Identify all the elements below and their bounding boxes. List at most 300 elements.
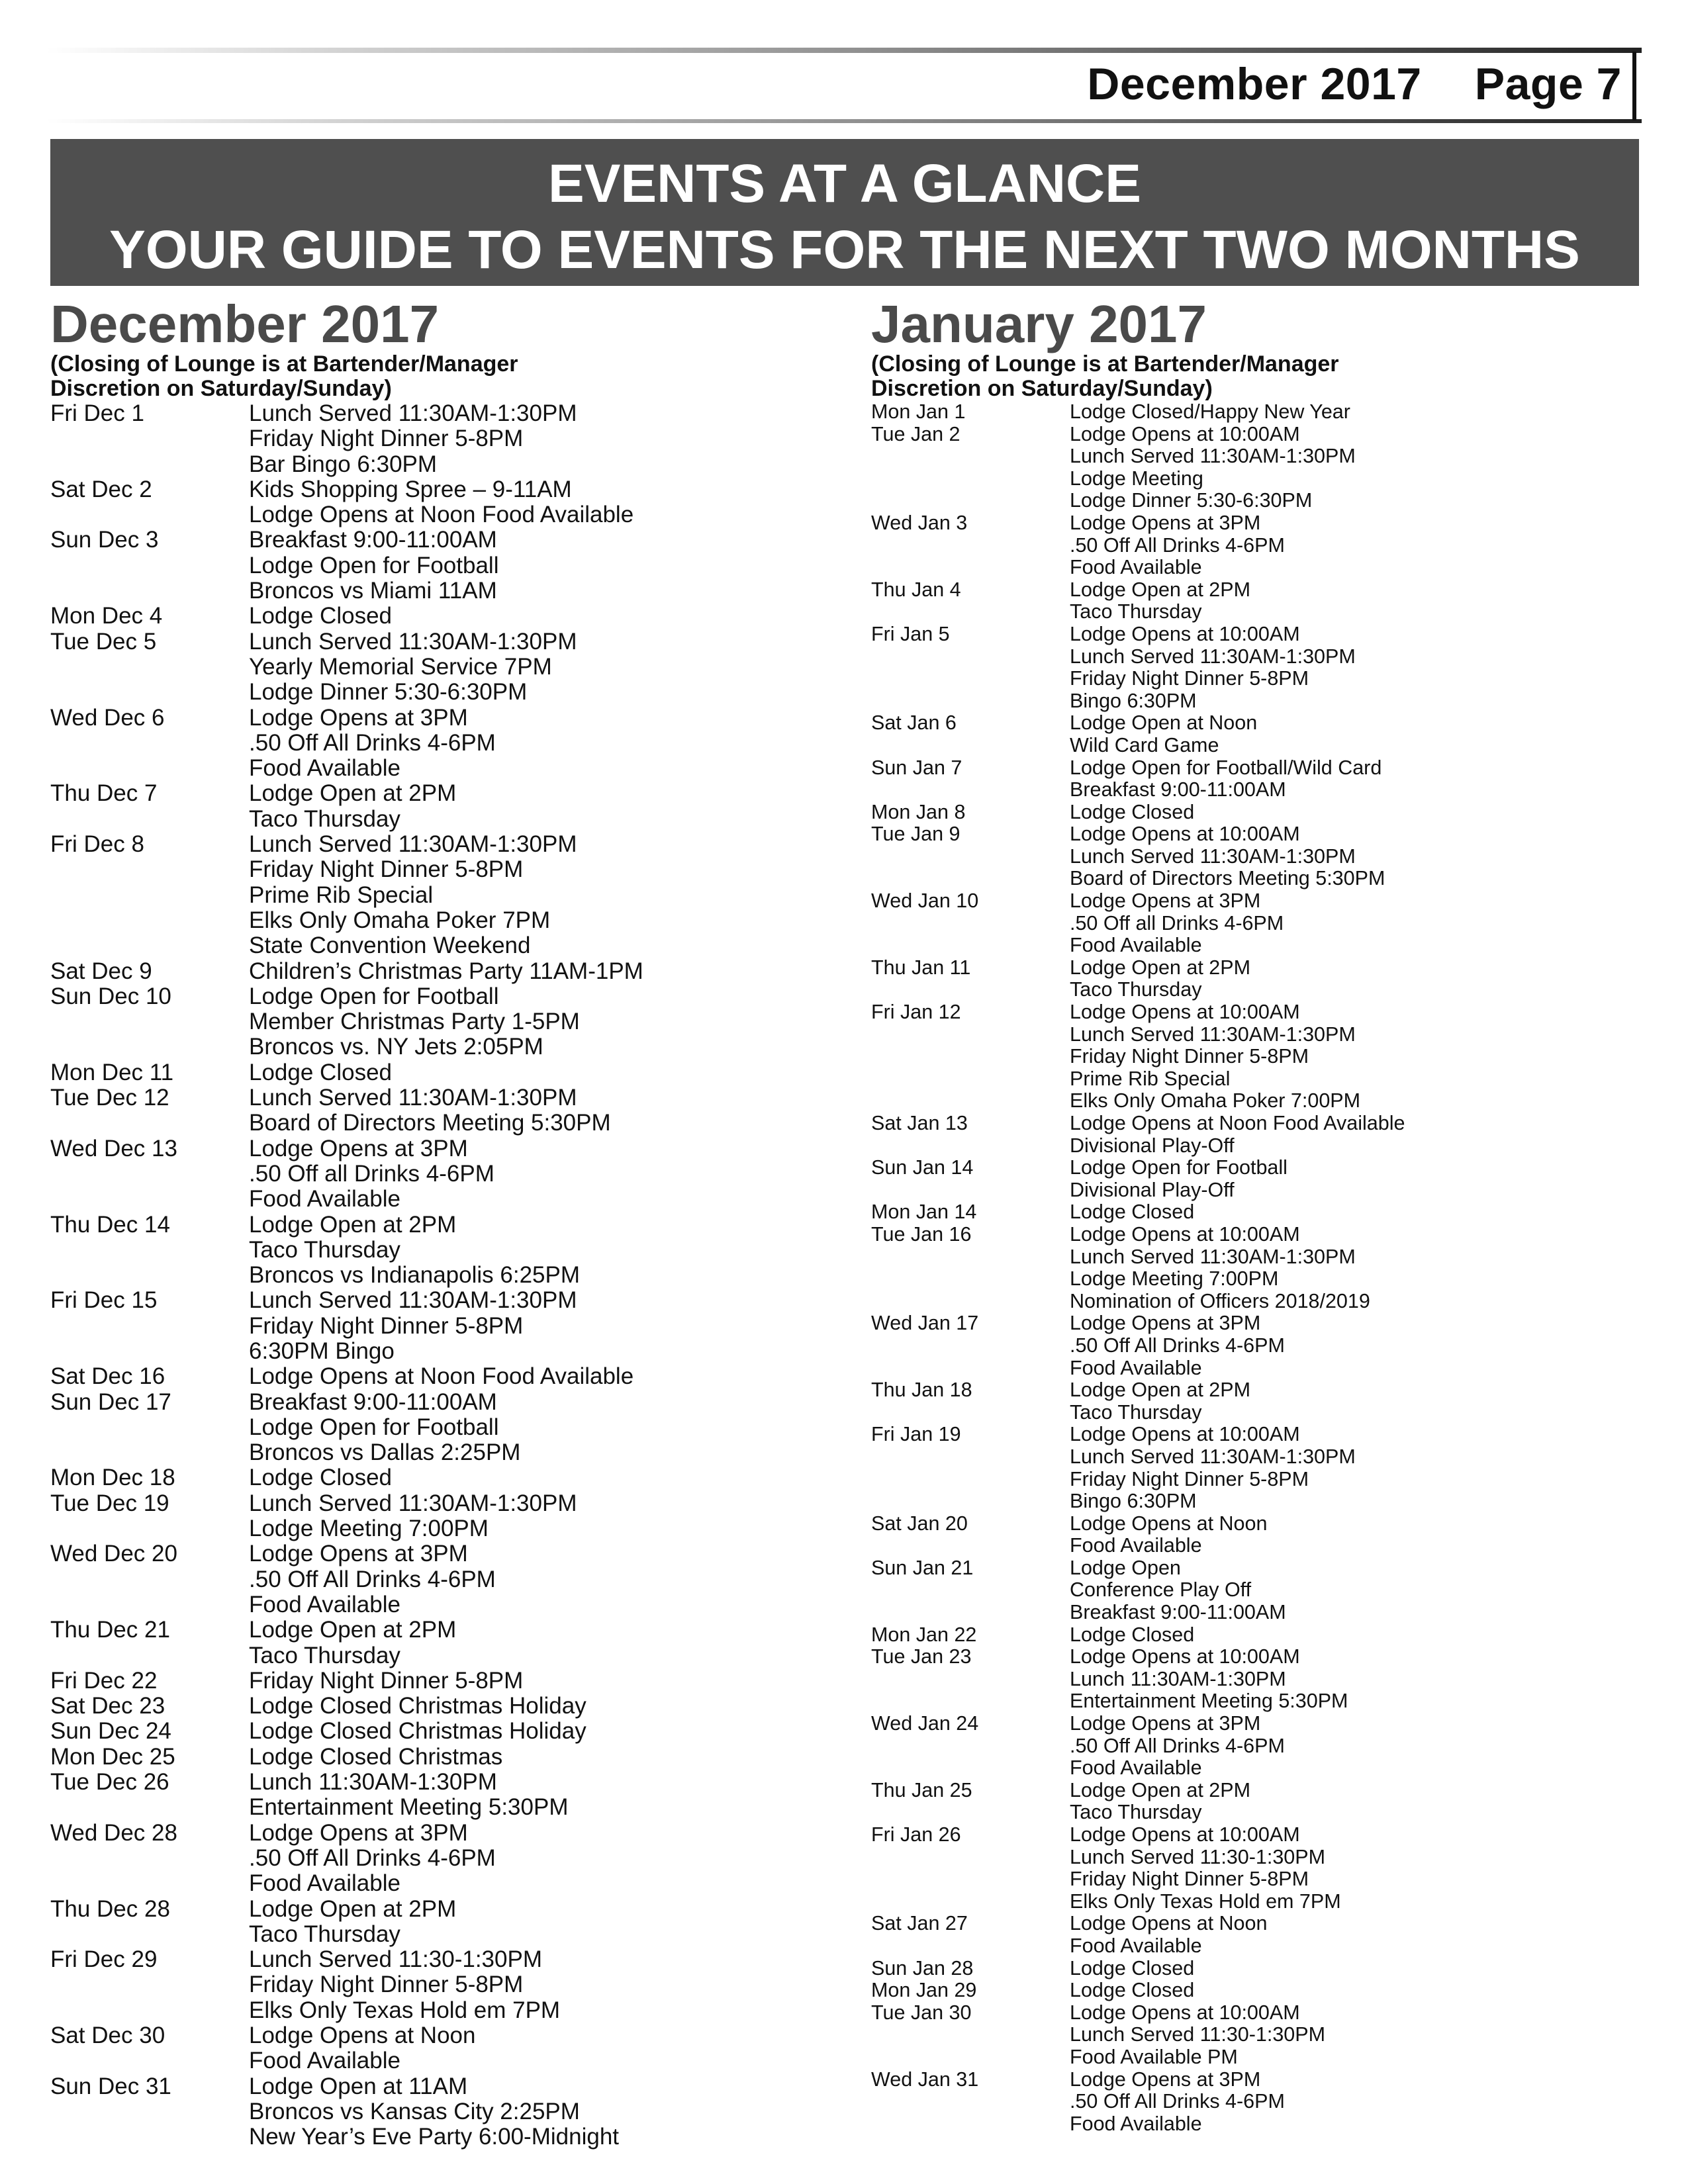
event-item: Broncos vs. NY Jets 2:05PM bbox=[249, 1034, 543, 1060]
event-day-row bbox=[50, 959, 831, 984]
event-day-row bbox=[50, 2074, 831, 2150]
event-list bbox=[1070, 823, 1385, 890]
issue-date: December 2017 bbox=[1087, 59, 1422, 109]
event-date: Thu Dec 21 bbox=[50, 1617, 170, 1643]
event-item: Lodge Meeting bbox=[1070, 467, 1203, 490]
event-date: Mon Dec 4 bbox=[50, 603, 163, 629]
event-date: Thu Jan 18 bbox=[871, 1379, 972, 1402]
event-item: Breakfast 9:00-11:00AM bbox=[249, 527, 497, 553]
event-item: Food Available bbox=[249, 1591, 400, 1617]
event-item: Breakfast 9:00-11:00AM bbox=[1070, 778, 1286, 801]
event-list bbox=[1070, 1979, 1194, 2002]
event-list bbox=[249, 604, 392, 629]
event-list bbox=[1070, 1201, 1194, 1224]
event-item: Lodge Closed bbox=[1070, 1201, 1195, 1224]
event-date: Sat Jan 20 bbox=[871, 1512, 968, 1535]
event-list bbox=[1070, 401, 1350, 424]
event-item: Lodge Closed bbox=[1070, 800, 1195, 823]
event-item: Broncos vs Dallas 2:25PM bbox=[249, 1439, 521, 1466]
event-list bbox=[249, 1694, 586, 1719]
event-day-row bbox=[50, 1770, 831, 1821]
event-item: Food Available bbox=[1070, 1934, 1202, 1957]
event-date: Mon Jan 22 bbox=[871, 1623, 977, 1646]
event-day-row bbox=[871, 1001, 1652, 1113]
event-list bbox=[1070, 424, 1356, 512]
event-day-row bbox=[871, 1646, 1652, 1713]
event-date: Fri Dec 22 bbox=[50, 1667, 158, 1694]
event-list bbox=[249, 959, 643, 984]
event-item: Lodge Opens at Noon bbox=[249, 2023, 476, 2048]
event-item: Lodge Closed bbox=[1070, 1623, 1195, 1646]
event-list bbox=[1070, 1713, 1285, 1780]
event-item: .50 Off All Drinks 4-6PM bbox=[1070, 533, 1285, 557]
event-date: Tue Jan 2 bbox=[871, 422, 961, 445]
event-item: Taco Thursday bbox=[249, 1921, 400, 1947]
event-date: Sun Jan 7 bbox=[871, 756, 962, 779]
event-list bbox=[1070, 1224, 1370, 1312]
event-list bbox=[249, 1390, 520, 1466]
event-date: Mon Jan 1 bbox=[871, 400, 966, 423]
event-item: Lodge Opens at 3PM bbox=[1070, 1312, 1261, 1335]
event-list bbox=[249, 1212, 580, 1289]
event-item: Lodge Opens at Noon Food Available bbox=[249, 1363, 634, 1390]
event-item: Taco Thursday bbox=[1070, 1400, 1202, 1424]
event-item: Entertainment Meeting 5:30PM bbox=[249, 1794, 569, 1821]
event-item: .50 Off All Drinks 4-6PM bbox=[249, 729, 496, 756]
event-date: Sat Dec 30 bbox=[50, 2023, 165, 2048]
event-item: Prime Rib Special bbox=[1070, 1067, 1231, 1090]
event-item: Bingo 6:30PM bbox=[1070, 1490, 1197, 1513]
event-date: Sun Jan 14 bbox=[871, 1156, 974, 1179]
event-item: .50 Off all Drinks 4-6PM bbox=[249, 1160, 494, 1187]
event-list bbox=[1070, 2002, 1325, 2069]
event-list bbox=[1070, 757, 1382, 801]
event-item: Lodge Opens at 10:00AM bbox=[1070, 1423, 1300, 1446]
event-list bbox=[249, 1364, 633, 1389]
event-list bbox=[1070, 623, 1356, 712]
event-item: Food Available PM bbox=[1070, 2045, 1238, 2068]
event-date: Fri Jan 19 bbox=[871, 1423, 961, 1446]
event-date: Sun Jan 28 bbox=[871, 1956, 974, 1979]
event-item: Lunch Served 11:30AM-1:30PM bbox=[1070, 1023, 1356, 1046]
event-item: Lodge Opens at 3PM bbox=[249, 704, 468, 731]
event-list bbox=[1070, 1312, 1285, 1379]
event-list bbox=[249, 527, 498, 604]
event-item: State Convention Weekend bbox=[249, 933, 531, 959]
event-item: Lodge Closed bbox=[249, 1059, 392, 1085]
event-item: Lodge Closed bbox=[1070, 1979, 1195, 2002]
event-item: Lodge Open at 2PM bbox=[1070, 1778, 1250, 1801]
events-banner bbox=[50, 139, 1639, 286]
event-item: Friday Night Dinner 5-8PM bbox=[249, 1312, 524, 1339]
event-item: Divisional Play-Off bbox=[1070, 1134, 1235, 1157]
event-date: Tue Jan 30 bbox=[871, 2001, 972, 2024]
event-day-row bbox=[50, 781, 831, 832]
event-item: Lodge Open at 2PM bbox=[1070, 1379, 1250, 1402]
event-date: Thu Jan 11 bbox=[871, 956, 971, 979]
event-list bbox=[249, 2023, 475, 2074]
event-list bbox=[1070, 1157, 1288, 1201]
event-item: Lodge Opens at 10:00AM bbox=[1070, 422, 1300, 445]
event-item: Member Christmas Party 1-5PM bbox=[249, 1009, 580, 1035]
event-date: Fri Dec 1 bbox=[50, 400, 144, 426]
event-day-row bbox=[50, 1288, 831, 1364]
event-item: Lodge Opens at 3PM bbox=[249, 1135, 468, 1161]
event-item: .50 Off All Drinks 4-6PM bbox=[1070, 1334, 1285, 1357]
event-day-row bbox=[871, 957, 1652, 1001]
event-date: Tue Dec 12 bbox=[50, 1085, 169, 1111]
event-item: Food Available bbox=[1070, 556, 1202, 579]
event-item: Lodge Open at 11AM bbox=[249, 2073, 468, 2099]
event-date: Sat Dec 16 bbox=[50, 1363, 165, 1390]
event-day-row bbox=[871, 1424, 1652, 1512]
event-day-row bbox=[871, 1624, 1652, 1647]
event-day-row bbox=[871, 1557, 1652, 1624]
event-item: Friday Night Dinner 5-8PM bbox=[1070, 1045, 1309, 1068]
event-date: Sun Dec 31 bbox=[50, 2073, 171, 2099]
event-item: Lodge Opens at Noon Food Available bbox=[249, 502, 634, 528]
event-item: Food Available bbox=[249, 1870, 400, 1897]
event-item: Lunch Served 11:30-1:30PM bbox=[1070, 2023, 1326, 2046]
event-list bbox=[249, 1770, 568, 1821]
event-item: Friday Night Dinner 5-8PM bbox=[249, 856, 524, 883]
event-date: Tue Dec 5 bbox=[50, 628, 157, 655]
january-event-list bbox=[871, 401, 1652, 2135]
event-day-row bbox=[50, 1745, 831, 1770]
event-item: Board of Directors Meeting 5:30PM bbox=[249, 1110, 611, 1136]
january-note-line2: Discretion on Saturday/Sunday) bbox=[871, 376, 1213, 401]
december-title: December 2017 bbox=[50, 295, 440, 353]
event-item: Lodge Opens at 10:00AM bbox=[1070, 823, 1300, 846]
event-date: Mon Dec 18 bbox=[50, 1465, 175, 1491]
event-item: Lunch 11:30AM-1:30PM bbox=[1070, 1667, 1286, 1690]
event-item: Lodge Opens at 3PM bbox=[1070, 511, 1261, 534]
event-item: Lodge Open at Noon bbox=[1070, 711, 1258, 735]
event-list bbox=[1070, 2069, 1285, 2136]
event-item: Lodge Meeting 7:00PM bbox=[249, 1516, 489, 1542]
event-day-row bbox=[50, 1719, 831, 1744]
event-item: Elks Only Omaha Poker 7:00PM bbox=[1070, 1089, 1361, 1113]
event-item: Lunch Served 11:30AM-1:30PM bbox=[249, 831, 577, 858]
event-item: Friday Night Dinner 5-8PM bbox=[1070, 1467, 1309, 1490]
event-day-row bbox=[871, 1513, 1652, 1557]
event-item: Lodge Meeting 7:00PM bbox=[1070, 1267, 1279, 1291]
event-item: Lodge Opens at 10:00AM bbox=[1070, 1823, 1300, 1846]
event-day-row bbox=[50, 1212, 831, 1289]
event-list bbox=[1070, 957, 1250, 1001]
event-item: Lodge Closed bbox=[249, 603, 392, 629]
event-list bbox=[1070, 1513, 1267, 1557]
december-note-line1: (Closing of Lounge is at Bartender/Manager bbox=[50, 351, 518, 377]
event-day-row bbox=[871, 1312, 1652, 1379]
event-day-row bbox=[50, 832, 831, 958]
event-day-row bbox=[50, 1617, 831, 1668]
event-day-row bbox=[50, 984, 831, 1060]
event-day-row bbox=[50, 1668, 831, 1694]
event-date: Mon Jan 29 bbox=[871, 1979, 977, 2002]
event-list bbox=[249, 1617, 456, 1668]
event-list bbox=[249, 1745, 502, 1770]
event-date: Wed Jan 24 bbox=[871, 1712, 979, 1735]
event-day-row bbox=[871, 712, 1652, 756]
event-list bbox=[1070, 712, 1257, 756]
event-day-row bbox=[50, 527, 831, 604]
event-item: Lodge Closed bbox=[249, 1465, 392, 1491]
event-list bbox=[1070, 1113, 1405, 1157]
event-day-row bbox=[871, 1201, 1652, 1224]
event-date: Thu Jan 4 bbox=[871, 578, 961, 601]
event-item: Lodge Open for Football/Wild Card bbox=[1070, 756, 1382, 779]
event-list bbox=[249, 1491, 577, 1542]
event-list bbox=[1070, 1646, 1348, 1713]
event-day-row bbox=[50, 1465, 831, 1490]
event-date: Sat Dec 23 bbox=[50, 1693, 165, 1719]
event-date: Thu Jan 25 bbox=[871, 1778, 972, 1801]
event-item: 6:30PM Bingo bbox=[249, 1338, 395, 1364]
event-item: Lunch Served 11:30AM-1:30PM bbox=[249, 1287, 577, 1314]
event-list bbox=[1070, 512, 1285, 579]
event-item: Lodge Closed Christmas bbox=[249, 1743, 503, 1770]
event-date: Tue Jan 9 bbox=[871, 823, 961, 846]
event-day-row bbox=[871, 579, 1652, 623]
event-item: Friday Night Dinner 5-8PM bbox=[249, 1972, 524, 1998]
event-date: Mon Dec 11 bbox=[50, 1059, 174, 1085]
event-list bbox=[249, 705, 496, 782]
event-list bbox=[249, 1085, 611, 1136]
event-item: Divisional Play-Off bbox=[1070, 1178, 1235, 1201]
event-item: Lodge Open for Football bbox=[1070, 1156, 1288, 1179]
event-list bbox=[249, 1821, 496, 1897]
event-date: Mon Dec 25 bbox=[50, 1743, 175, 1770]
event-date: Thu Dec 14 bbox=[50, 1211, 170, 1238]
event-list bbox=[249, 629, 577, 705]
event-item: Lodge Open at 2PM bbox=[249, 1617, 457, 1643]
event-day-row bbox=[871, 1224, 1652, 1312]
event-item: Food Available bbox=[1070, 1534, 1202, 1557]
event-item: Prime Rib Special bbox=[249, 882, 434, 908]
event-item: .50 Off all Drinks 4-6PM bbox=[1070, 911, 1284, 934]
event-item: Breakfast 9:00-11:00AM bbox=[249, 1388, 497, 1415]
event-date: Mon Jan 14 bbox=[871, 1201, 977, 1224]
event-day-row bbox=[50, 1060, 831, 1085]
event-day-row bbox=[50, 1364, 831, 1389]
event-list bbox=[249, 1897, 456, 1948]
event-item: Wild Card Game bbox=[1070, 733, 1219, 756]
event-item: Lunch 11:30AM-1:30PM bbox=[249, 1769, 497, 1796]
banner-title: EVENTS AT A GLANCE bbox=[548, 154, 1141, 214]
event-day-row bbox=[50, 629, 831, 705]
event-item: Food Available bbox=[1070, 1756, 1202, 1780]
event-day-row bbox=[871, 1713, 1652, 1780]
event-date: Fri Dec 15 bbox=[50, 1287, 158, 1314]
event-date: Wed Dec 13 bbox=[50, 1135, 177, 1161]
event-item: Lodge Closed bbox=[1070, 1956, 1195, 1979]
event-item: Board of Directors Meeting 5:30PM bbox=[1070, 867, 1385, 890]
event-list bbox=[1070, 1958, 1194, 1980]
event-item: Lunch Served 11:30AM-1:30PM bbox=[1070, 445, 1356, 468]
event-item: Food Available bbox=[249, 2048, 400, 2074]
event-item: Lodge Opens at 10:00AM bbox=[1070, 1645, 1300, 1668]
event-date: Fri Jan 5 bbox=[871, 622, 950, 645]
event-item: Lodge Open at 2PM bbox=[1070, 956, 1250, 979]
event-item: Lodge Open at 2PM bbox=[249, 780, 457, 807]
event-item: Lodge Opens at 3PM bbox=[1070, 2068, 1261, 2091]
event-item: Lodge Open for Football bbox=[249, 1414, 499, 1440]
event-item: Lodge Open bbox=[1070, 1556, 1181, 1579]
event-date: Tue Dec 19 bbox=[50, 1490, 169, 1516]
event-item: Broncos vs Miami 11AM bbox=[249, 578, 497, 604]
event-day-row bbox=[50, 1541, 831, 1617]
event-day-row bbox=[50, 401, 831, 477]
page-header bbox=[1087, 58, 1622, 110]
event-day-row bbox=[50, 2023, 831, 2074]
event-item: Lodge Opens at 3PM bbox=[1070, 1712, 1261, 1735]
event-item: Lodge Closed Christmas Holiday bbox=[249, 1718, 586, 1745]
page-number: Page 7 bbox=[1474, 59, 1622, 109]
event-list bbox=[249, 1719, 586, 1744]
event-item: Friday Night Dinner 5-8PM bbox=[249, 1667, 524, 1694]
event-day-row bbox=[871, 623, 1652, 712]
event-item: Breakfast 9:00-11:00AM bbox=[1070, 1601, 1286, 1624]
event-list bbox=[1070, 1379, 1250, 1424]
event-item: Lunch Served 11:30-1:30PM bbox=[249, 1946, 542, 1973]
event-date: Thu Dec 28 bbox=[50, 1895, 170, 1922]
december-event-list bbox=[50, 401, 831, 2150]
event-date: Sun Jan 21 bbox=[871, 1556, 974, 1579]
event-item: Nomination of Officers 2018/2019 bbox=[1070, 1289, 1370, 1312]
january-column bbox=[871, 296, 1652, 2135]
event-item: Taco Thursday bbox=[249, 1642, 400, 1668]
event-list bbox=[1070, 890, 1284, 957]
event-item: New Year’s Eve Party 6:00-Midnight bbox=[249, 2124, 620, 2150]
event-item: Lodge Opens at Noon Food Available bbox=[1070, 1112, 1405, 1134]
event-item: .50 Off All Drinks 4-6PM bbox=[1070, 2090, 1285, 2113]
event-date: Fri Jan 12 bbox=[871, 1001, 961, 1024]
event-date: Sat Dec 9 bbox=[50, 958, 152, 984]
event-day-row bbox=[871, 1824, 1652, 1913]
event-date: Sat Jan 27 bbox=[871, 1912, 968, 1935]
event-day-row bbox=[50, 1897, 831, 1948]
event-item: Lunch Served 11:30AM-1:30PM bbox=[249, 1490, 577, 1516]
event-item: Entertainment Meeting 5:30PM bbox=[1070, 1690, 1348, 1713]
event-date: Sun Dec 3 bbox=[50, 527, 159, 553]
event-day-row bbox=[871, 890, 1652, 957]
event-date: Sun Dec 10 bbox=[50, 983, 171, 1009]
event-item: Children’s Christmas Party 11AM-1PM bbox=[249, 958, 643, 984]
event-item: Taco Thursday bbox=[1070, 600, 1202, 623]
event-day-row bbox=[871, 512, 1652, 579]
event-day-row bbox=[50, 1821, 831, 1897]
event-day-row bbox=[50, 1491, 831, 1542]
event-item: Lunch Served 11:30AM-1:30PM bbox=[249, 400, 577, 426]
event-item: Yearly Memorial Service 7PM bbox=[249, 653, 552, 680]
event-list bbox=[1070, 1424, 1356, 1512]
event-list bbox=[249, 1541, 496, 1617]
event-item: Lodge Opens at 3PM bbox=[249, 1541, 468, 1567]
event-list bbox=[249, 781, 456, 832]
event-day-row bbox=[50, 477, 831, 528]
event-day-row bbox=[871, 1113, 1652, 1157]
event-list bbox=[249, 1465, 392, 1490]
event-list bbox=[249, 1668, 523, 1694]
event-day-row bbox=[871, 1379, 1652, 1424]
event-item: Elks Only Omaha Poker 7PM bbox=[249, 907, 551, 933]
event-day-row bbox=[871, 1913, 1652, 1957]
event-date: Sun Dec 24 bbox=[50, 1718, 171, 1745]
event-list bbox=[1070, 579, 1250, 623]
event-day-row bbox=[871, 1958, 1652, 1980]
event-item: Lodge Open at 2PM bbox=[249, 1211, 457, 1238]
event-day-row bbox=[50, 1694, 831, 1719]
event-day-row bbox=[50, 604, 831, 629]
event-date: Wed Jan 10 bbox=[871, 889, 979, 913]
event-item: Friday Night Dinner 5-8PM bbox=[249, 426, 524, 452]
event-list bbox=[249, 832, 577, 958]
event-list bbox=[249, 1136, 494, 1212]
event-item: Elks Only Texas Hold em 7PM bbox=[249, 1997, 561, 2023]
event-date: Thu Dec 7 bbox=[50, 780, 158, 807]
event-list bbox=[1070, 1001, 1360, 1113]
event-item: Lodge Open at 2PM bbox=[249, 1895, 457, 1922]
december-column bbox=[50, 296, 831, 2150]
event-item: Bingo 6:30PM bbox=[1070, 689, 1197, 712]
event-date: Mon Jan 8 bbox=[871, 800, 966, 823]
event-item: Lunch Served 11:30AM-1:30PM bbox=[1070, 1445, 1356, 1468]
event-item: Conference Play Off bbox=[1070, 1578, 1252, 1602]
event-day-row bbox=[871, 2002, 1652, 2069]
event-date: Sat Dec 2 bbox=[50, 476, 152, 502]
event-item: Food Available bbox=[1070, 2112, 1202, 2135]
event-item: Lodge Opens at 3PM bbox=[249, 1819, 468, 1846]
event-item: Friday Night Dinner 5-8PM bbox=[1070, 1868, 1309, 1891]
event-item: Lunch Served 11:30-1:30PM bbox=[1070, 1845, 1326, 1868]
event-item: Lodge Opens at Noon bbox=[1070, 1512, 1268, 1535]
event-day-row bbox=[50, 1085, 831, 1136]
event-item: Food Available bbox=[1070, 934, 1202, 957]
event-list bbox=[249, 2074, 619, 2150]
event-date: Fri Jan 26 bbox=[871, 1823, 961, 1846]
event-list bbox=[1070, 1624, 1194, 1647]
event-list bbox=[1070, 1557, 1286, 1624]
event-date: Fri Dec 29 bbox=[50, 1946, 158, 1973]
event-list bbox=[1070, 1780, 1250, 1824]
event-day-row bbox=[871, 1979, 1652, 2002]
event-date: Wed Dec 28 bbox=[50, 1819, 177, 1846]
event-item: Lodge Opens at 10:00AM bbox=[1070, 2001, 1300, 2024]
december-note-line2: Discretion on Saturday/Sunday) bbox=[50, 376, 392, 401]
event-date: Sun Dec 17 bbox=[50, 1388, 171, 1415]
january-note-line1: (Closing of Lounge is at Bartender/Manager bbox=[871, 351, 1339, 377]
event-item: Lunch Served 11:30AM-1:30PM bbox=[1070, 1245, 1356, 1268]
event-date: Fri Dec 8 bbox=[50, 831, 144, 858]
january-title: January 2017 bbox=[871, 295, 1207, 353]
event-item: Lodge Open at 2PM bbox=[1070, 578, 1250, 601]
event-item: Lodge Open for Football bbox=[249, 983, 499, 1009]
event-date: Sat Jan 6 bbox=[871, 711, 957, 735]
event-item: Friday Night Dinner 5-8PM bbox=[1070, 667, 1309, 690]
event-date: Wed Dec 20 bbox=[50, 1541, 177, 1567]
event-list bbox=[1070, 1913, 1267, 1957]
event-item: Taco Thursday bbox=[249, 1236, 400, 1263]
event-item: Food Available bbox=[1070, 1356, 1202, 1379]
banner-subtitle: YOUR GUIDE TO EVENTS FOR THE NEXT TWO MONTHS bbox=[109, 220, 1580, 280]
event-day-row bbox=[50, 1390, 831, 1466]
event-day-row bbox=[50, 705, 831, 782]
event-item: Lodge Opens at Noon bbox=[1070, 1912, 1268, 1935]
event-list bbox=[249, 1288, 577, 1364]
event-day-row bbox=[871, 801, 1652, 824]
event-item: Elks Only Texas Hold em 7PM bbox=[1070, 1889, 1341, 1913]
